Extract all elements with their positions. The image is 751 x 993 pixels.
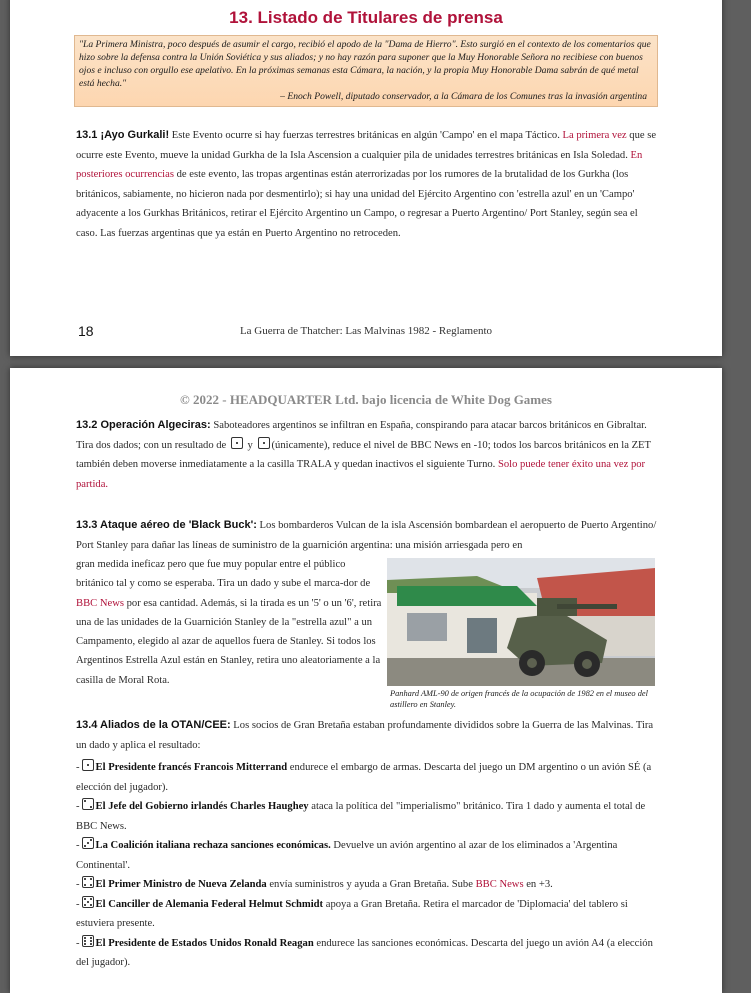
section-13-4-heading: 13.4 Aliados de la OTAN/CEE:	[76, 719, 231, 731]
section-text: de este evento, las tropas argentinas están aterrorizadas por los rumores de la brutalidad de los Gurkha (los británicos, sabiamente, no hicieron nada por desmentirlo); si hay una unidad del Ejército Argentino con 'estrella azul' en un 'Campo' adyacente a los Gurkhas Británicos, retirar el Ejército Argentino un Campo, o regresar a Puerto Argentino/ Port Stanley, según sea el caso. Las fuerzas argentinas que ya están en Puerto Argentino no retroceden.	[76, 169, 638, 239]
section-text: gran medida ineficaz pero que fue muy popular entre el público británico tal y como se esperaba. Tira un dado y sube el marca-dor de	[76, 559, 371, 590]
section-title: 13. Listado de Titulares de prensa	[229, 8, 503, 27]
panhard-armoured-car-photo	[387, 558, 655, 686]
result-bold: La Coalición italiana rechaza sanciones económicas.	[95, 840, 331, 851]
result-bold: El Primer Ministro de Nueva Zelanda	[95, 879, 267, 890]
footer-title: La Guerra de Thatcher: Las Malvinas 1982 - Reglamento	[239, 325, 493, 337]
section-text: que se ocurre este Evento, mueve la unidad Gurkha de la Isla Ascension a cualquier pila de unidades terrestres británicas en Isla Soledad.	[76, 130, 657, 161]
section-13-3-heading: 13.3 Ataque aéreo de 'Black Buck':	[76, 519, 257, 531]
result-item-2: - El Jefe del Gobierno irlandés Charles Haughey ataca la política del "imperialismo" británico. Tira 1 dado y aumenta el total de BBC News.	[76, 801, 645, 832]
page-footer	[10, 323, 722, 343]
red-text: La primera vez	[562, 130, 627, 141]
photo-caption: Panhard AML-90 de origen francés de la ocupación de 1982 en el museo del astillero en Stanley.	[390, 689, 648, 709]
die-four-icon	[82, 876, 94, 888]
copyright-header: © 2022 - HEADQUARTER Ltd. bajo licencia de White Dog Games	[180, 392, 552, 407]
section-13-3-intro	[76, 516, 658, 555]
section-text: Saboteadores argentinos se infiltran en España, conspirando para atacar barcos británicos en Gibraltar. Tira dos dados; con un resultado de	[76, 420, 647, 451]
result-text: en +3.	[523, 879, 553, 890]
result-text: apoya a Gran Bretaña. Retira el marcador de 'Diplomacia' del tablero si estuviera presente.	[76, 898, 628, 929]
result-text: endurece las sanciones económicas. Descarta del juego un avión A4 (a elección del jugador).	[76, 937, 653, 968]
die-one-icon	[231, 437, 243, 449]
red-text: BBC News	[475, 879, 524, 890]
result-text: ataca la política del "imperialismo" británico. Tira 1 dado y aumenta el total de BBC News.	[76, 801, 646, 832]
result-item-1: - El Presidente francés Francois Mitterrand endurece el embargo de armas. Descarta del juego un DM argentino o un avión SÉ (a elección del jugador).	[76, 762, 651, 793]
die-two-icon	[82, 798, 94, 810]
result-item-6: - El Presidente de Estados Unidos Ronald Reagan endurece las sanciones económicas. Descarta del juego un avión A4 (a elección del jugador).	[76, 938, 653, 969]
page-18	[10, 0, 722, 356]
section-text: y	[244, 439, 256, 451]
page-number: 18	[78, 323, 94, 339]
result-item-4: - El Primer Ministro de Nueva Zelanda envía suministros y ayuda a Gran Bretaña. Sube BBC News en +3.	[76, 879, 553, 890]
section-13-2	[76, 416, 658, 494]
red-text: En posteriores ocurrencias	[76, 149, 643, 180]
die-one-icon	[258, 437, 270, 449]
red-text: Solo puede tener éxito una vez por partida.	[76, 459, 646, 490]
page-19	[10, 368, 722, 993]
quote-text: "La Primera Ministra, poco después de asumir el cargo, recibió el apodo de la "Dama de Hierro". Esto surgió en el contexto de los comentarios que hizo sobre la defensa contra la Unión Soviética y sus aliados; y no hay razón para suponer que la Muy Honorable Señora no recibiese con buenos ojos e incluso con orgullo ese apelativo. En la próximas semanas esta Cámara, la nación, y la propia Muy Honorable Dama sabrán de qué metal está hecha."	[79, 39, 651, 89]
result-bold: El Presidente francés Francois Mitterrand	[95, 762, 288, 773]
quote-attribution: – Enoch Powell, diputado conservador, a la Cámara de los Comunes tras la invasión argentina	[280, 91, 647, 102]
result-item-3: - La Coalición italiana rechaza sanciones económicas. Devuelve un avión argentino al azar de los eliminados a 'Argentina Continental'.	[76, 840, 617, 871]
section-13-4-intro	[76, 716, 658, 755]
result-text: Devuelve un avión argentino al azar de los eliminados a 'Argentina Continental'.	[76, 840, 618, 871]
section-13-3-body	[76, 555, 384, 690]
red-text: BBC News	[76, 597, 124, 609]
die-six-icon	[82, 935, 94, 947]
result-bold: El Canciller de Alemania Federal Helmut Schmidt	[95, 898, 324, 910]
section-text: Los socios de Gran Bretaña estaban profundamente divididos sobre la Guerra de las Malvinas. Tira un dado y aplica el resultado:	[76, 720, 654, 751]
section-text: Este Evento ocurre si hay fuerzas terrestres británicas en algún 'Campo' en el mapa Táctico.	[169, 130, 563, 141]
section-text: por esa cantidad. Además, si la tirada es un '5' o un '6', retira una de las unidades de la Guarnición Stanley de la "estrella azul" a un Campamento, elegido al azar de aquellos fuera de Stanley. Si todos los Argentinos Estrella Azul están en Stanley, retira uno aleatoriamente a la casilla de Moral Rota.	[76, 597, 382, 686]
die-three-icon	[82, 837, 94, 849]
die-five-icon	[82, 896, 94, 908]
section-13-4-results	[76, 758, 658, 973]
section-13-1-heading: 13.1 ¡Ayo Gurkali!	[76, 129, 170, 141]
result-item-5: - El Canciller de Alemania Federal Helmut Schmidt apoya a Gran Bretaña. Retira el marcador de 'Diplomacia' del tablero si estuviera presente.	[76, 899, 628, 930]
result-bold: El Jefe del Gobierno irlandés Charles Haughey	[95, 801, 309, 812]
die-one-icon	[82, 759, 94, 771]
result-bold: El Presidente de Estados Unidos Ronald Reagan	[95, 937, 314, 949]
section-text: Los bombarderos Vulcan de la isla Ascensión bombardean el aeropuerto de Puerto Argentino/ Port Stanley para dañar las líneas de suministro de la guarnición argentina: una misión arriesgada pero en	[76, 520, 657, 551]
result-text: endurece el embargo de armas. Descarta del juego un DM argentino o un avión SÉ (a elección del jugador).	[76, 762, 652, 793]
section-text: (únicamente), reduce el nivel de BBC News en -10; todos los barcos británicos en la ZET también deben moverse inmediatamente a la casilla TRALA y quedan inactivos el siguiente Turno.	[76, 439, 651, 470]
section-13-2-heading: 13.2 Operación Algeciras:	[76, 419, 211, 431]
result-text: envía suministros y ayuda a Gran Bretaña. Sube	[266, 879, 476, 890]
section-13-1	[76, 126, 658, 243]
quote-box	[74, 35, 658, 107]
